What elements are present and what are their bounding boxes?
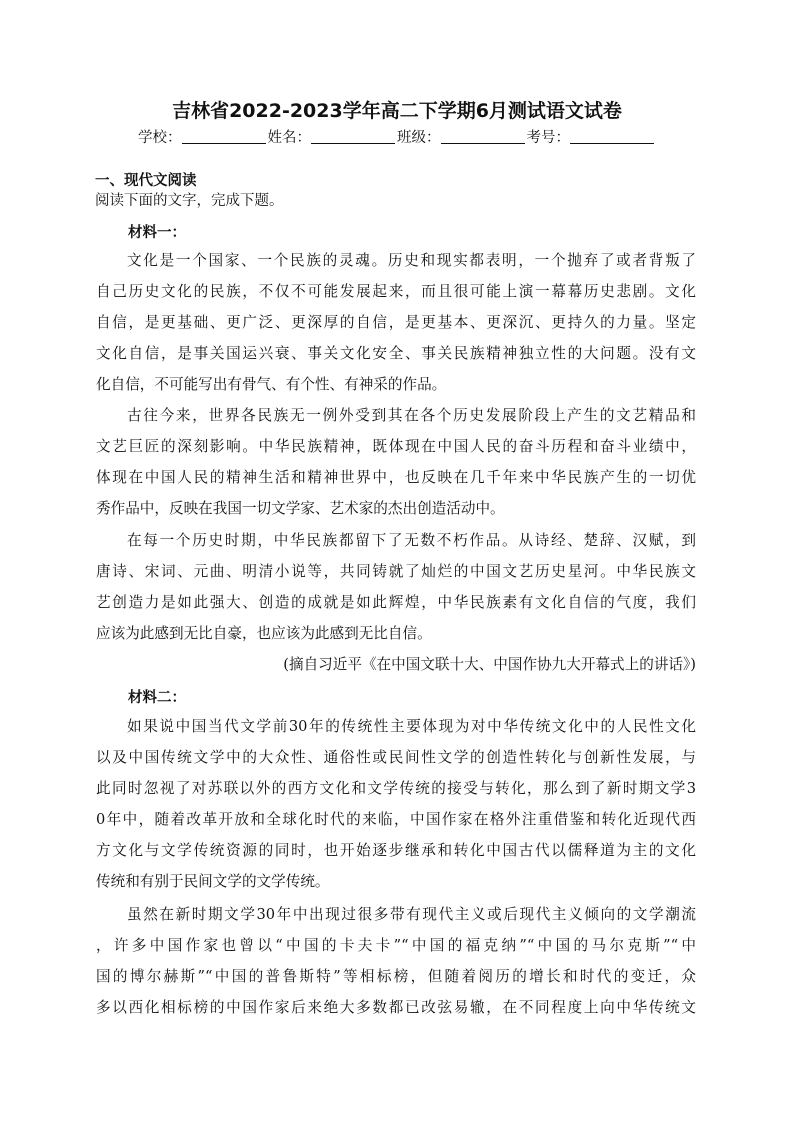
material2-line: 虽然在新时期文学30年中出现过很多带有现代主义或后现代主义倾向的文学潮流	[127, 906, 696, 923]
material1-line: 应该为此感到无比自豪，也应该为此感到无比自信。	[96, 625, 432, 642]
material2-line: 方文化与文学传统资源的同时，也开始逐步继承和转化中国古代以儒释道为主的文化	[96, 842, 696, 859]
material2-line: 传统和有别于民间文学的文学传统。	[96, 873, 330, 890]
exam-number-blank	[570, 129, 654, 144]
name-blank	[311, 129, 395, 144]
material1-line: 文化自信，是事关国运兴衰、事关文化安全、事关民族精神独立性的大问题。没有文	[96, 345, 696, 362]
school-field	[138, 126, 268, 147]
material1-line: 文化是一个国家、一个民族的灵魂。历史和现实都表明，一个抛弃了或者背叛了	[127, 252, 696, 269]
material1-line: 自信，是更基础、更广泛、更深厚的自信，是更基本、更深沉、更持久的力量。坚定	[96, 314, 696, 331]
school-blank	[182, 129, 266, 144]
material2-heading: 材料二：	[128, 689, 186, 706]
student-info-row	[0, 126, 794, 147]
material1-line: 唐诗、宋词、元曲、明清小说等，共同铸就了灿烂的中国文艺历史星河。中华民族文	[96, 563, 696, 580]
material1-line: 秀作品中，反映在我国一切文学家、艺术家的杰出创造活动中。	[96, 500, 505, 517]
material1-line: 文艺巨匠的深刻影响。中华民族精神，既体现在中国人民的奋斗历程和奋斗业绩中，	[96, 438, 696, 455]
material2-line: 如果说中国当代文学前30年的传统性主要体现为对中华传统文化中的人民性文化	[127, 718, 696, 735]
class-blank	[441, 129, 525, 144]
material1-heading: 材料一：	[128, 224, 186, 241]
material1-line: 体现在中国人民的精神生活和精神世界中，也反映在几千年来中华民族产生的一切优	[96, 469, 696, 486]
material2-line: 多以西化相标榜的中国作家后来绝大多数都已改弦易辙，在不同程度上向中华传统文	[96, 999, 696, 1016]
name-label: 姓名：	[267, 130, 311, 146]
exam-number-field	[527, 126, 657, 147]
material2-line: ，许多中国作家也曾以“中国的卡夫卡”“中国的福克纳”“中国的马尔克斯”“中	[96, 937, 696, 954]
exam-number-label: 考号：	[526, 130, 570, 146]
school-label: 学校：	[138, 130, 182, 146]
material2-line: 0年中，随着改革开放和全球化时代的来临，中国作家在格外注重借鉴和转化近现代西	[96, 811, 696, 828]
material2-line: 以及中国传统文学中的大众性、通俗性或民间性文学的创造性转化与创新性发展，与	[96, 749, 696, 766]
exam-title: 吉林省2022-2023学年高二下学期6月测试语文试卷	[172, 100, 622, 122]
material1-line: 化自信，不可能写出有骨气、有个性、有神采的作品。	[96, 376, 447, 393]
material1-line: 古往今来，世界各民族无一例外受到其在各个历史发展阶段上产生的文艺精品和	[127, 407, 696, 424]
material2-line: 此同时忽视了对苏联以外的西方文化和文学传统的接受与转化，那么到了新时期文学3	[96, 780, 696, 797]
section-instruction: 阅读下面的文字，完成下题。	[95, 193, 284, 209]
material1-line: 在每一个历史时期，中华民族都留下了无数不朽作品。从诗经、楚辞、汉赋，到	[127, 532, 696, 549]
material1-line: 艺创造力是如此强大、创造的成就是如此辉煌，中华民族素有文化自信的气度，我们	[96, 594, 696, 611]
name-field	[268, 126, 398, 147]
material1-line: 自己历史文化的民族，不仅不可能发展起来，而且很可能上演一幕幕历史悲剧。文化	[96, 283, 696, 300]
class-field	[397, 126, 527, 147]
class-label: 班级：	[397, 130, 441, 146]
section-heading: 一、现代文阅读	[95, 173, 197, 189]
material2-line: 国的博尔赫斯”“中国的普鲁斯特”等相标榜，但随着阅历的增长和时代的变迁，众	[96, 968, 696, 985]
material1-source: (摘自习近平《在中国文联十大、中国作协九大开幕式上的讲话》)	[283, 656, 696, 673]
